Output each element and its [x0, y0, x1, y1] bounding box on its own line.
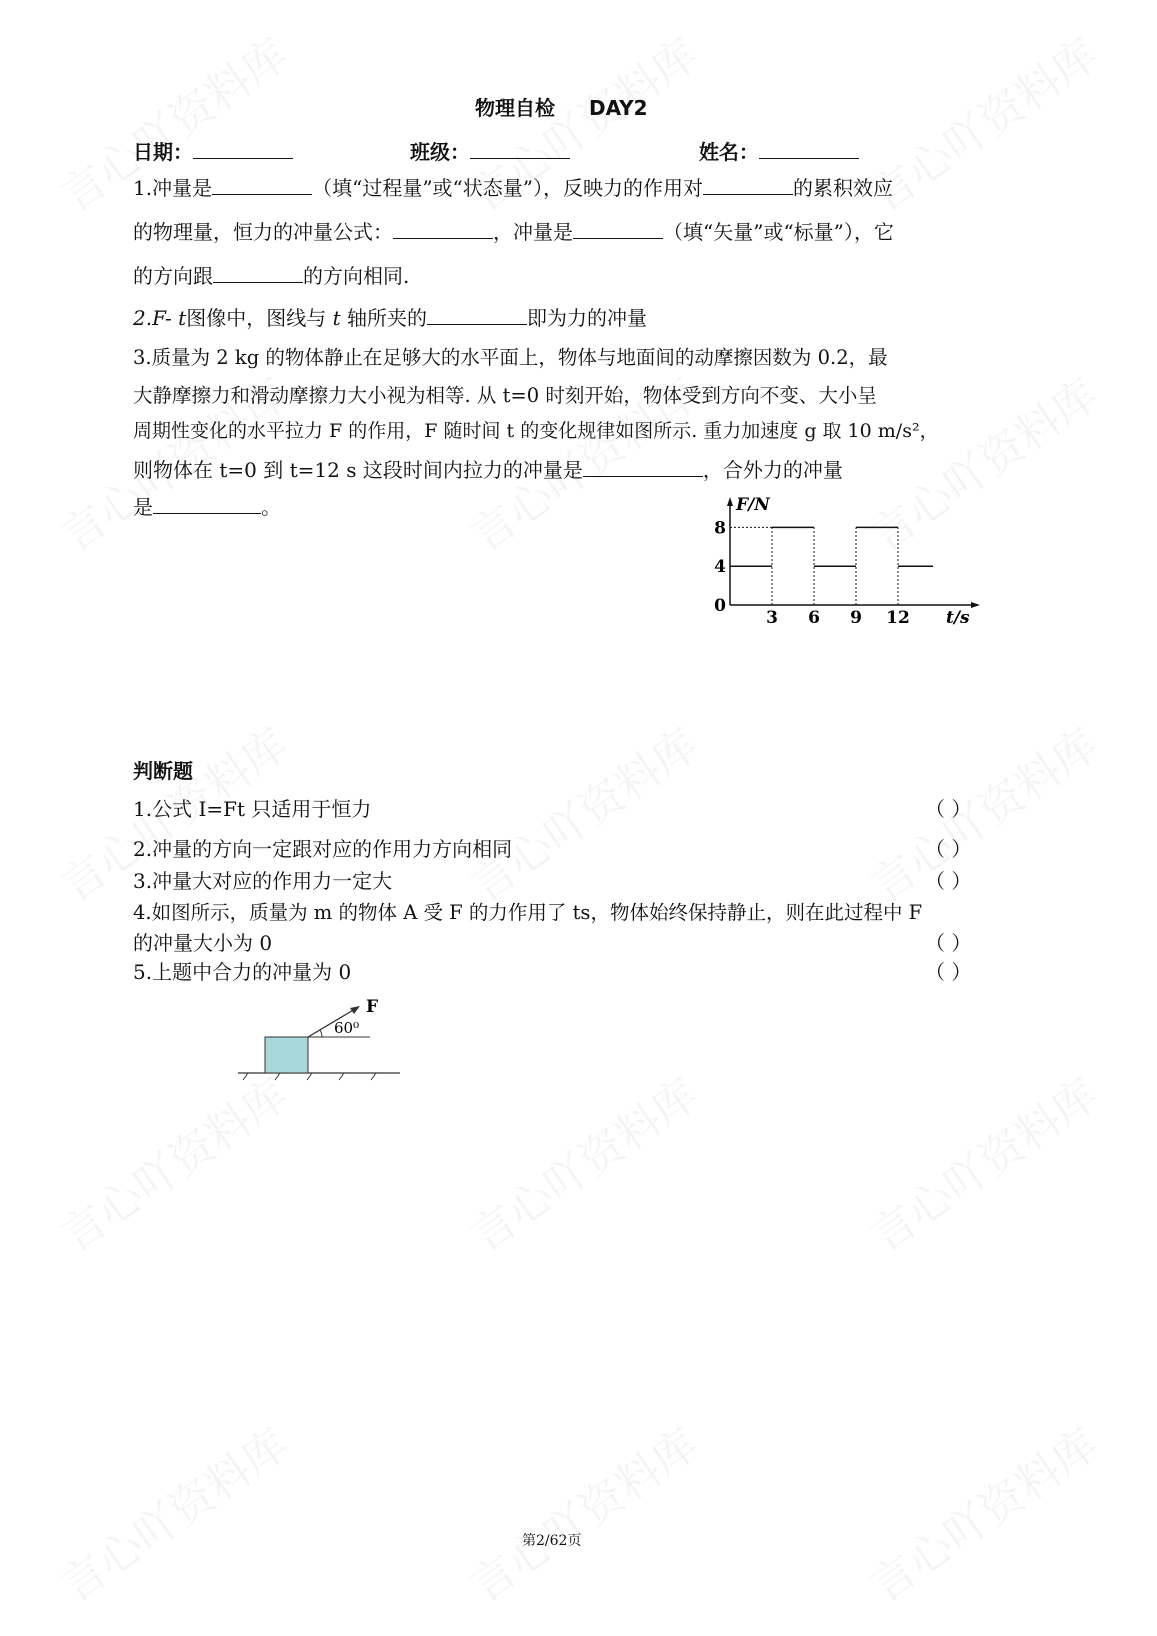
force-label: F	[366, 997, 379, 1017]
date-blank[interactable]	[193, 140, 293, 159]
watermark	[456, 710, 709, 914]
judge-heading: 判断题	[133, 759, 193, 783]
block-force-diagram	[230, 990, 410, 1085]
text: （填“过程量”或“状态量”），反映力的作用对	[312, 176, 703, 200]
q3-line5	[133, 491, 281, 520]
q3-line2: 大静摩擦力和滑动摩擦力大小视为相等. 从 t=0 时刻开始，物体受到方向不变、大小呈	[133, 384, 877, 407]
y-tick-label: 0	[714, 596, 726, 616]
watermark	[456, 1410, 709, 1614]
angle-arc	[320, 1030, 322, 1037]
text: 轴所夹的	[346, 306, 427, 330]
y-axis-arrow-icon	[727, 497, 733, 506]
x-tick-label: 3	[766, 608, 778, 628]
page-title	[475, 92, 648, 121]
text: 则物体在 t=0 到 t=12 s 这段时间内拉力的冲量是	[133, 458, 583, 482]
answer-paren-3[interactable]: （ ）	[925, 869, 972, 893]
x-tick-label: 6	[808, 608, 820, 628]
x-tick-label: 9	[850, 608, 862, 628]
watermark	[856, 1410, 1109, 1614]
q1-line2	[133, 216, 894, 245]
y-axis-label: F/N	[736, 495, 770, 515]
judge-item-3: 3.冲量大对应的作用力一定大	[133, 869, 393, 893]
name-blank[interactable]	[759, 140, 859, 159]
date-label: 日期：	[133, 140, 193, 164]
watermark	[856, 1060, 1109, 1264]
title-day: DAY2	[589, 96, 648, 120]
q1-line1	[133, 172, 893, 201]
text: 的累积效应	[793, 176, 893, 200]
text: 的方向相同.	[303, 264, 410, 288]
text: ，合外力的冲量	[702, 458, 843, 482]
answer-paren-5[interactable]: （ ）	[925, 960, 972, 984]
answer-paren-1[interactable]: （ ）	[925, 797, 972, 821]
text: 图像中，图线与	[186, 306, 327, 330]
blank[interactable]	[703, 176, 793, 195]
judge-item-5: 5.上题中合力的冲量为 0	[133, 960, 352, 984]
blank[interactable]	[583, 458, 703, 477]
judge-item-1: 1.公式 I=Ft 只适用于恒力	[133, 797, 372, 821]
text: 2.F- t	[133, 306, 187, 330]
blank[interactable]	[212, 176, 312, 195]
text: 是	[133, 495, 153, 519]
block-a	[265, 1037, 308, 1073]
blank[interactable]	[427, 306, 527, 325]
x-axis-label: t/s	[946, 608, 970, 628]
text: t	[332, 306, 341, 330]
text: 。	[261, 495, 281, 519]
class-blank[interactable]	[470, 140, 570, 159]
judge-item-4-cont: 的冲量大小为 0	[133, 931, 273, 955]
angle-label: 60⁰	[334, 1019, 360, 1037]
y-tick-label: 8	[714, 518, 726, 539]
watermark	[46, 1060, 299, 1264]
blank[interactable]	[393, 220, 493, 239]
name-label: 姓名：	[698, 140, 759, 164]
answer-paren-4[interactable]: （ ）	[925, 931, 972, 955]
q3-line4	[133, 454, 843, 483]
q3-line3: 周期性变化的水平拉力 F 的作用，F 随时间 t 的变化规律如图所示. 重力加速度 g 取 10 m/s²，	[133, 420, 939, 442]
force-time-chart	[700, 485, 990, 635]
x-axis-arrow-icon	[971, 602, 980, 608]
judge-item-4: 4.如图所示，质量为 m 的物体 A 受 F 的力作用了 ts，物体始终保持静止，则在此过程中 F	[133, 901, 923, 924]
text: 1.冲量是	[133, 176, 213, 200]
blank[interactable]	[573, 220, 663, 239]
y-tick-label: 4	[714, 557, 726, 578]
watermark	[856, 710, 1109, 914]
text: ，冲量是	[493, 220, 573, 244]
ground-hatch	[243, 1073, 376, 1080]
q1-line3	[133, 260, 409, 289]
watermark	[46, 1410, 299, 1614]
text: （填“矢量”或“标量”），它	[663, 220, 894, 244]
blank[interactable]	[213, 264, 303, 283]
blank[interactable]	[153, 495, 261, 514]
title-text: 物理自检	[475, 96, 555, 120]
class-label: 班级：	[409, 140, 470, 164]
x-tick-label: 12	[886, 608, 910, 628]
arrowhead-icon	[350, 1006, 360, 1014]
q3-line1: 3.质量为 2 kg 的物体静止在足够大的水平面上，物体与地面间的动摩擦因数为 0.2，最	[133, 346, 888, 369]
text: 的方向跟	[133, 264, 213, 288]
watermark	[856, 20, 1109, 224]
answer-paren-2[interactable]: （ ）	[925, 837, 972, 861]
header-fields	[133, 136, 859, 165]
watermark	[456, 1060, 709, 1264]
page-footer: 第2/62页	[522, 1533, 582, 1549]
text: 即为力的冲量	[526, 306, 647, 330]
judge-item-2: 2.冲量的方向一定跟对应的作用力方向相同	[133, 837, 513, 861]
q2-line	[133, 302, 647, 331]
text: 的物理量，恒力的冲量公式：	[133, 220, 393, 244]
